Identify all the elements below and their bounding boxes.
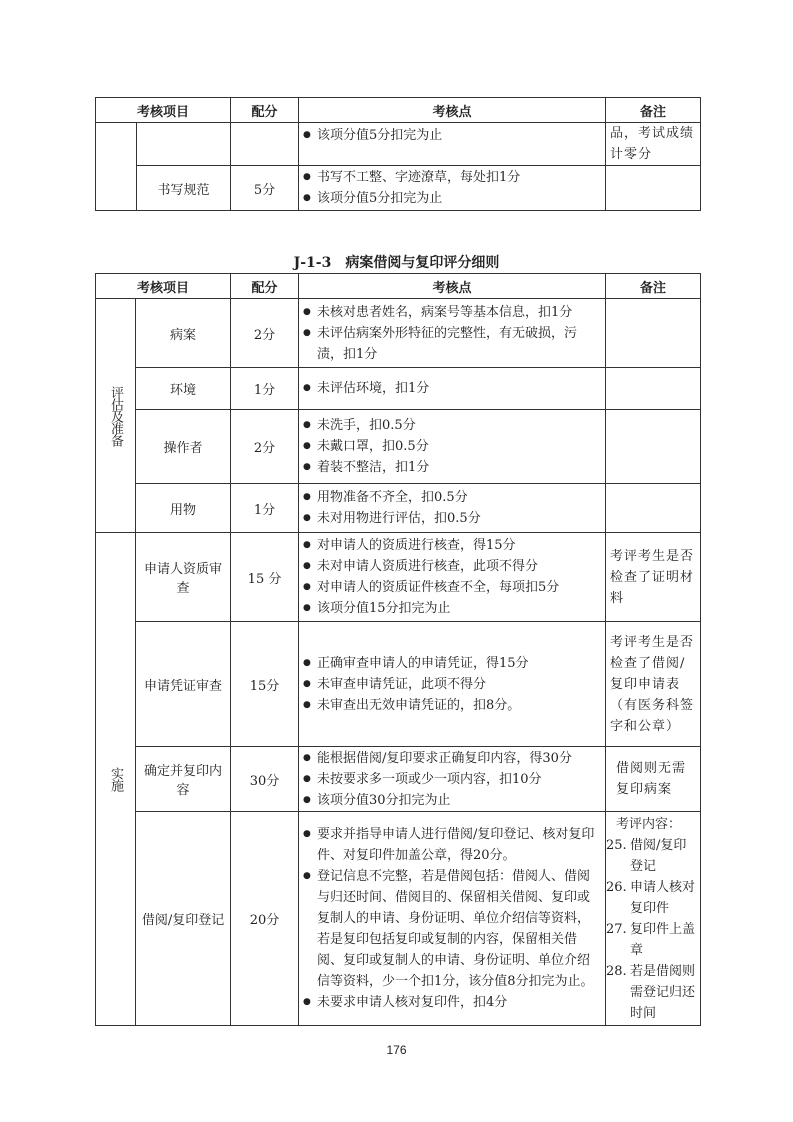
item-cell: 申请人资质审查 (136, 533, 231, 622)
table-row (96, 166, 701, 211)
group-label: 评估及准备 (96, 299, 136, 533)
note-cell: 考评考生是否检查了证明材料 (606, 533, 701, 622)
item-cell: 病案 (136, 299, 231, 368)
points-cell (299, 299, 606, 368)
header-points: 考核点 (299, 98, 606, 123)
table-title: J-1-3 病案借阅与复印评分细则 (293, 255, 500, 271)
point-item: ● 未核对患者姓名，病案号等基本信息，扣1分 (303, 302, 601, 323)
note-heading: 考评内容： (616, 816, 682, 832)
note-item (606, 919, 696, 961)
points-cell (299, 747, 606, 812)
table-row (96, 812, 701, 1026)
table-row (96, 533, 701, 622)
points-cell (299, 166, 606, 211)
point-item: ● 该项分值5分扣完为止 (303, 125, 601, 146)
point-item: ● 该项分值5分扣完为止 (303, 188, 601, 209)
header-item: 考核项目 (96, 98, 231, 123)
points-cell (299, 812, 606, 1026)
table-row (96, 368, 701, 410)
note-item-number: 28. (606, 963, 627, 979)
table-row (96, 123, 701, 166)
header-item: 考核项目 (96, 274, 231, 299)
score-cell: 2分 (231, 299, 299, 368)
point-item: ● 书写不工整、字迹潦草，每处扣1分 (303, 167, 601, 188)
point-item: ● 能根据借阅/复印要求正确复印内容，得30分 (303, 748, 601, 769)
point-item: ● 未对用物进行评估，扣0.5分 (303, 508, 601, 529)
table-row (96, 484, 701, 533)
header-points: 考核点 (299, 274, 606, 299)
item-cell: 申请凭证审查 (136, 622, 231, 747)
note-cell (606, 299, 701, 368)
point-item: ● 未按要求多一项或少一项内容，扣10分 (303, 769, 601, 790)
point-item: ● 未洗手，扣0.5分 (303, 415, 601, 436)
point-item: ● 要求并指导申请人进行借阅/复印登记、核对复印件、对复印件加盖公章，得20分。 (303, 824, 601, 866)
score-cell: 1分 (231, 368, 299, 410)
point-item: ● 正确审查申请人的申请凭证，得15分 (303, 653, 601, 674)
point-item: ● 未戴口罩，扣0.5分 (303, 436, 601, 457)
note-cell (606, 166, 701, 211)
note-item-text: 复印件上盖章 (630, 921, 696, 958)
table-row (96, 622, 701, 747)
note-item-number: 25. (606, 837, 627, 853)
item-cell (137, 123, 231, 166)
point-item: ● 未对申请人资质进行核查，此项不得分 (303, 556, 601, 577)
table-header (96, 274, 701, 299)
score-cell (231, 123, 299, 166)
table-row (96, 410, 701, 484)
point-item: ● 对申请人的资质证件核查不全，每项扣5分 (303, 577, 601, 598)
note-item-number: 26. (606, 879, 627, 895)
table-header (96, 98, 701, 123)
note-cell: 考评考生是否检查了借阅/复印申请表（有医务科签字和公章） (606, 622, 701, 747)
note-item-text: 若是借阅则需登记归还时间 (630, 963, 696, 1021)
note-item (606, 877, 696, 919)
score-cell: 30分 (231, 747, 299, 812)
note-item-text: 申请人核对复印件 (630, 879, 696, 916)
score-cell: 5分 (231, 166, 299, 211)
note-cell (606, 410, 701, 484)
item-cell: 操作者 (136, 410, 231, 484)
group-label: 实施 (96, 533, 136, 1026)
points-cell (299, 533, 606, 622)
note-cell (606, 812, 701, 1026)
points-cell (299, 123, 606, 166)
note-cell: 借阅则无需复印病案 (606, 747, 701, 812)
note-item-text: 借阅/复印登记 (630, 837, 687, 874)
point-item: ● 该项分值15分扣完为止 (303, 598, 601, 619)
scoring-table (95, 273, 701, 1026)
note-item-number: 27. (606, 921, 627, 937)
header-score: 配分 (231, 274, 299, 299)
points-cell (299, 368, 606, 410)
score-cell: 15分 (231, 622, 299, 747)
table-row (96, 747, 701, 812)
item-cell: 用物 (136, 484, 231, 533)
item-cell: 借阅/复印登记 (136, 812, 231, 1026)
header-note: 备注 (606, 274, 701, 299)
header-note: 备注 (606, 98, 701, 123)
page-number: 176 (386, 1043, 407, 1057)
item-cell: 环境 (136, 368, 231, 410)
point-item: ● 登记信息不完整，若是借阅包括：借阅人、借阅与归还时间、借阅目的、保留相关借阅、复印或复制人的申请、身份证明、单位介绍信等资料，若是复印包括复印或复制的内容，保留相关借阅、复印或复制人的申请、身份证明、单位介绍信等资料，少一个扣1分，该分值8分扣完为止。 (303, 866, 601, 992)
header-score: 配分 (231, 98, 299, 123)
score-cell: 1分 (231, 484, 299, 533)
point-item: ● 未审查申请凭证，此项不得分 (303, 674, 601, 695)
note-item (606, 835, 696, 877)
item-cell: 书写规范 (137, 166, 231, 211)
score-cell: 20分 (231, 812, 299, 1026)
point-item: ● 用物准备不齐全，扣0.5分 (303, 487, 601, 508)
score-cell: 15 分 (231, 533, 299, 622)
note-item (606, 961, 696, 1024)
item-cell: 确定并复印内容 (136, 747, 231, 812)
point-item: ● 未评估环境，扣1分 (303, 378, 601, 399)
points-cell (299, 622, 606, 747)
group-cell (96, 123, 137, 211)
point-item: ● 着装不整洁，扣1分 (303, 457, 601, 478)
point-item: ● 对申请人的资质进行核查，得15分 (303, 535, 601, 556)
point-item: ● 未审查出无效申请凭证的，扣8分。 (303, 695, 601, 716)
point-item: ● 该项分值30分扣完为止 (303, 790, 601, 811)
note-cell (606, 484, 701, 533)
score-cell: 2分 (231, 410, 299, 484)
point-item: ● 未要求申请人核对复印件，扣4分 (303, 992, 601, 1013)
scoring-table-continued (95, 97, 701, 211)
point-item: ● 未评估病案外形特征的完整性，有无破损，污渍，扣1分 (303, 323, 601, 365)
points-cell (299, 484, 606, 533)
table-row (96, 299, 701, 368)
note-cell: 品，考试成绩计零分 (606, 123, 701, 166)
note-cell (606, 368, 701, 410)
points-cell (299, 410, 606, 484)
